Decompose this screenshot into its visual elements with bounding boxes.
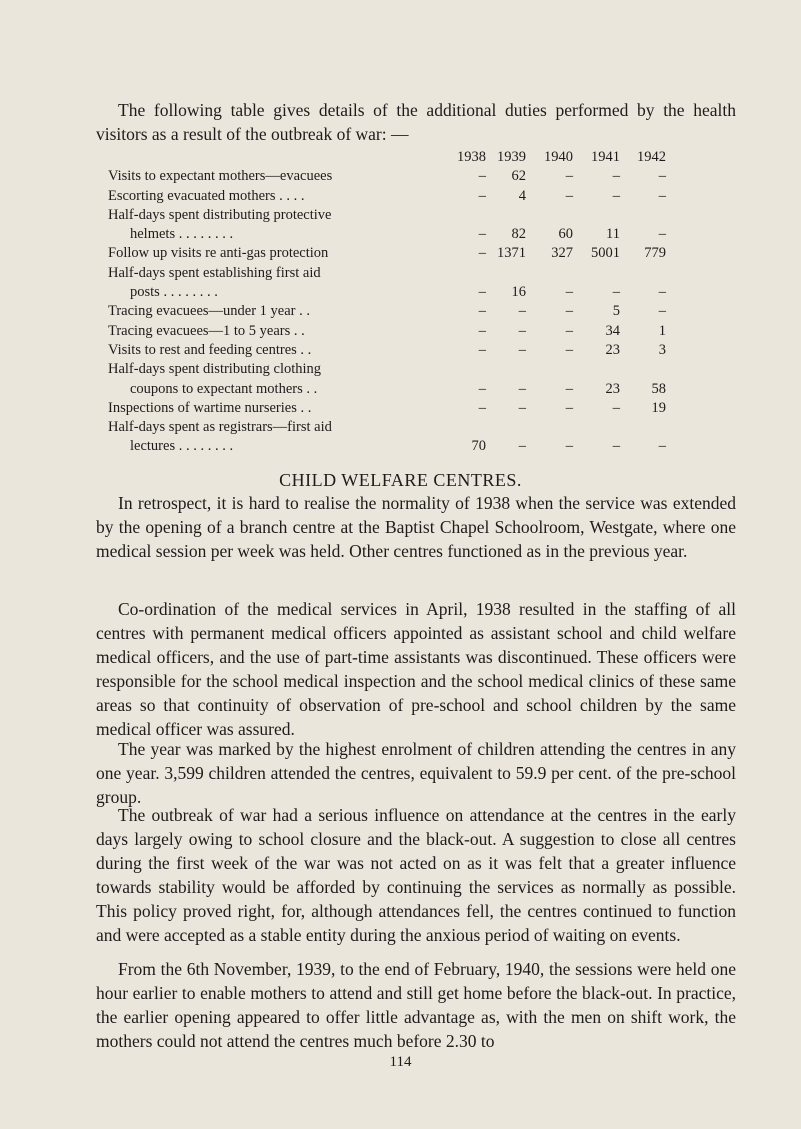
cell-value: 3 [658,341,666,358]
table-row [108,225,666,244]
year-header: 1940 [544,149,573,165]
row-label: Visits to rest and feeding centres . . [108,341,312,358]
year-header: 1941 [591,149,620,165]
table-row [108,206,666,225]
year-header: 1938 [457,149,486,165]
table-row [108,399,666,418]
additional-duties-table [108,148,666,457]
body-paragraph: From the 6th November, 1939, to the end of February, 1940, the sessions were held one hour earlier to enable mothers to attend and still get home before the black-out. In practice, the earlier opening appeared to offer little advantage as, with the men on shift work, the mothers could not attend the centres much before 2.30 to [96,959,736,1051]
cell-value [620,264,666,283]
cell-value [620,418,666,437]
cell-value: – [478,303,486,320]
cell-value [620,206,666,225]
body-paragraph: Co-ordination of the medical services in April, 1938 resulted in the staffing of all centres with permanent medical officers appointed as assistant school and child welfare medical officers, and the use of part-time assistants was discontinued. These officers were responsible for the school medical inspection and the school medical clinics of these same areas so that continuity of observation of pre-school and school children by the same medical officer was assured. [96,599,736,739]
cell-value: – [612,168,620,185]
cell-value [486,418,526,437]
table-row [108,244,666,263]
cell-value [526,206,573,225]
cell-value [448,264,486,283]
cell-value: – [518,322,526,339]
cell-value [486,264,526,283]
cell-value: – [518,399,526,416]
cell-value: – [612,284,620,301]
cell-value: 23 [605,380,620,397]
cell-value: – [478,341,486,358]
cell-value [526,360,573,379]
cell-value [573,418,620,437]
table-row [108,167,666,186]
cell-value: 5 [612,303,620,320]
body-paragraph: In retrospect, it is hard to realise the normality of 1938 when the service was extended by the opening of a branch centre at the Baptist Chapel Schoolroom, Westgate, where one medical session per week was held. Other centres functioned as in the previous year. [96,493,736,561]
cell-value: – [658,226,666,243]
cell-value: – [478,284,486,301]
row-label: Half-days spent distributing protective [108,206,332,223]
cell-value: – [612,399,620,416]
cell-value: – [565,380,573,397]
row-label: Half-days spent as registrars—first aid [108,419,332,436]
cell-value: 11 [606,226,620,243]
cell-value: – [565,399,573,416]
cell-value: 19 [651,399,666,416]
row-label: coupons to expectant mothers . . [130,380,318,397]
cell-value: – [518,438,526,455]
body-paragraph: The outbreak of war had a serious influence on attendance at the centres in the early days largely owing to school closure and the black-out. A suggestion to close all centres during the first week of the war was not acted on as it was felt that a greater influence towards stability would be afforded by continuing the services as normally as possible. This policy proved right, for, although attendances fell, the centres continued to function and were accepted as a stable entity during the anxious period of waiting on events. [96,805,736,945]
table-row [108,380,666,399]
cell-value: 82 [511,226,526,243]
cell-value: 58 [651,380,666,397]
cell-value [620,360,666,379]
row-label: lectures . . . . . . . . [130,438,234,455]
cell-value [448,360,486,379]
table-header-row [108,148,666,167]
cell-value: 779 [644,245,666,262]
cell-value: 1 [658,322,666,339]
table-row [108,283,666,302]
cell-value: – [565,303,573,320]
cell-value: 70 [471,438,486,455]
cell-value: 327 [551,245,573,262]
section-title: CHILD WELFARE CENTRES. [279,470,522,490]
table-row [108,418,666,437]
cell-value: – [518,380,526,397]
row-label: Inspections of wartime nurseries . . [108,399,312,416]
cell-value: – [565,284,573,301]
table-row [108,322,666,341]
cell-value: – [658,187,666,204]
cell-value: 1371 [497,245,526,262]
cell-value [573,360,620,379]
cell-value [526,418,573,437]
header-label-spacer [108,148,448,167]
cell-value: – [658,168,666,185]
cell-value: – [565,341,573,358]
table-row [108,360,666,379]
row-label: Half-days spent establishing first aid [108,264,321,281]
body-paragraph: The year was marked by the highest enrolment of children attending the centres in any one year. 3,599 children attended the centres, equivalent to 59.9 per cent. of the pre-school group. [96,739,736,807]
cell-value [573,206,620,225]
cell-value [448,418,486,437]
cell-value: – [518,303,526,320]
cell-value [486,206,526,225]
cell-value [573,264,620,283]
cell-value: – [612,438,620,455]
table-row [108,302,666,321]
cell-value: – [518,341,526,358]
cell-value [486,360,526,379]
cell-value: – [658,284,666,301]
row-label: Tracing evacuees—under 1 year . . [108,303,310,320]
row-label: Half-days spent distributing clothing [108,361,322,378]
cell-value: – [565,322,573,339]
cell-value: 62 [511,168,526,185]
cell-value: – [658,303,666,320]
row-label: helmets . . . . . . . . [130,226,234,243]
row-label: Visits to expectant mothers—evacuees [108,168,333,185]
cell-value: 16 [511,284,526,301]
cell-value: 34 [605,322,620,339]
page-number: 114 [389,1054,412,1070]
table-row [108,264,666,283]
intro-paragraph: The following table gives details of the additional duties performed by the health visitors as a result of the outbreak of war: — [96,100,736,144]
cell-value: – [478,380,486,397]
cell-value [448,206,486,225]
cell-value: – [478,322,486,339]
cell-value: – [478,187,486,204]
row-label: Follow up visits re anti-gas protection [108,245,329,262]
cell-value: – [565,168,573,185]
cell-value: 60 [558,226,573,243]
cell-value [526,264,573,283]
row-label: posts . . . . . . . . [130,284,218,301]
cell-value: – [565,438,573,455]
cell-value: – [658,438,666,455]
year-header: 1939 [497,149,526,165]
table-row [108,187,666,206]
cell-value: 23 [605,341,620,358]
cell-value: 5001 [591,245,620,262]
table-row [108,341,666,360]
row-label: Tracing evacuees—1 to 5 years . . [108,322,305,339]
year-header: 1942 [637,149,666,165]
cell-value: 4 [518,187,526,204]
cell-value: – [478,226,486,243]
cell-value: – [612,187,620,204]
cell-value: – [478,168,486,185]
cell-value: – [478,399,486,416]
table-row [108,437,666,456]
row-label: Escorting evacuated mothers . . . . [108,187,305,204]
cell-value: – [565,187,573,204]
cell-value: – [478,245,486,262]
